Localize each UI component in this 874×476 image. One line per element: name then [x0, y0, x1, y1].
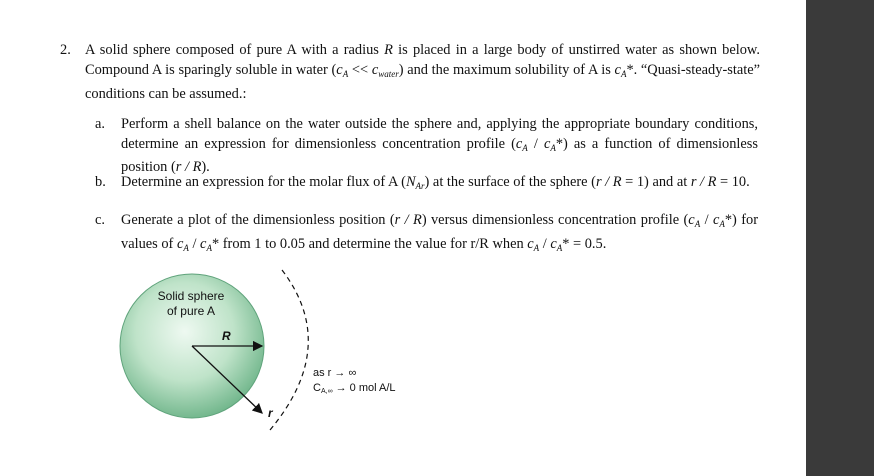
question-text: A solid sphere composed of pure A with a radius R is placed in a large body of unstirred water as shown below. Compound A is sparingly soluble in water $(c_A << c_{water})$ and the maximum solubility of A is $c_A*$. “Quasi-steady-state” conditions can be assumed.:: [85, 42, 760, 102]
part-a-text: Perform a shell balance on the water outside the sphere and, applying the appropriate boundary conditions, determine an expression for dimensionless concentration profile $(c_A / c_A*)$ as a function of dimensionless position (r / R).: [121, 116, 759, 175]
question-number: 2.: [60, 42, 71, 58]
right-sidebar: [806, 0, 874, 476]
part-b-text: Determine an expression for the molar flux of A $(N_{Ar})$ at the surface of the sphere (r / R = 1) and at r / R = 10.: [121, 174, 750, 191]
sphere-diagram: [110, 258, 430, 438]
part-b-label: b.: [95, 174, 106, 190]
radius-label: R: [222, 329, 231, 343]
position-label: r: [268, 406, 273, 420]
part-c-text: Generate a plot of the dimensionless position (r / R) versus dimensionless concentration profile $(c_A / c_A*)$ for values of $c_A / c_A*$ from 1 to 0.05 and determine the value for r/R when $c_A / c_A* = 0.5$.: [121, 212, 758, 253]
far-field-boundary: [270, 270, 308, 430]
far-field-condition: as r → ∞ CA,∞ → 0 mol A/L: [313, 367, 396, 395]
sphere-label: Solid sphere of pure A: [157, 289, 225, 318]
part-a-label: a.: [95, 116, 105, 132]
part-c-label: c.: [95, 212, 105, 228]
